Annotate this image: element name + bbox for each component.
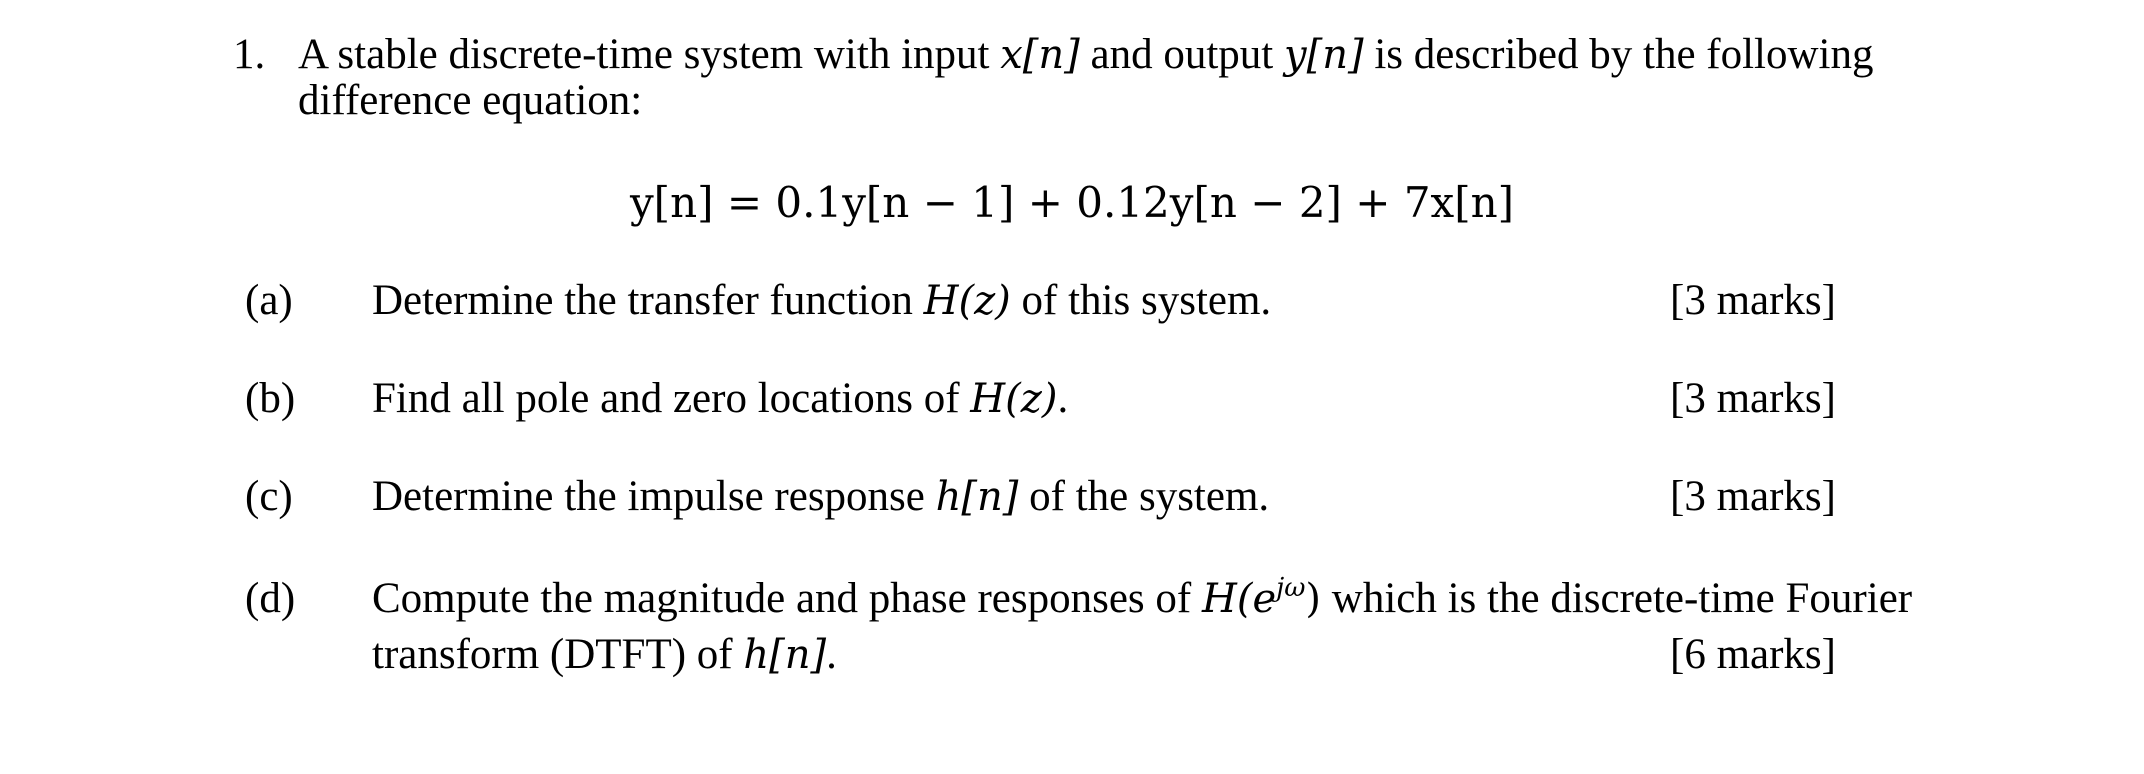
part-c-marks: [3 marks]: [1670, 473, 1836, 520]
part-a-label: (a): [245, 277, 293, 324]
part-d-marks: [6 marks]: [1670, 631, 1836, 678]
part-d-text-line-1: [372, 573, 1913, 622]
part-c-text-b: of the system.: [1018, 473, 1270, 520]
part-b-text-a: Find all pole and zero locations of: [372, 375, 971, 422]
intro-text-c: is described by the following: [1363, 31, 1874, 78]
difference-equation-text: y[n] = 0.1y[n − 1] + 0.12y[n − 2] + 7x[n]: [629, 178, 1515, 227]
difference-equation: [0, 176, 2144, 230]
part-d-label: (d): [245, 575, 296, 622]
dtft-symbol-base: H(e: [1201, 576, 1277, 622]
intro-text-a: A stable discrete-time system with input: [298, 31, 1001, 78]
part-d-line2-a: transform (DTFT) of: [372, 631, 744, 678]
part-d-text-b: which is the discrete-time Fourier: [1321, 575, 1913, 622]
part-a-text: [372, 278, 1271, 324]
question-intro-line-1: [298, 32, 1904, 78]
input-signal-symbol: x[n]: [1000, 32, 1080, 78]
intro-text-b: and output: [1079, 31, 1284, 78]
question-intro-line-2: difference equation:: [298, 77, 643, 124]
question-intro: [298, 32, 1904, 124]
part-d-text-a: Compute the magnitude and phase responses of: [372, 575, 1202, 622]
part-b-label: (b): [245, 375, 296, 422]
part-b-text: [372, 376, 1068, 422]
part-c-text: [372, 474, 1269, 520]
part-b-marks: [3 marks]: [1670, 375, 1836, 422]
part-d-line2-b: .: [826, 631, 837, 678]
impulse-response-symbol: h[n]: [935, 474, 1019, 520]
part-a-marks: [3 marks]: [1670, 277, 1836, 324]
intro-text-segment-a: [298, 32, 1874, 78]
part-c-text-a: Determine the impulse response: [372, 473, 936, 520]
impulse-response-symbol: h[n]: [743, 632, 827, 678]
part-d-text-line-2: [372, 632, 837, 678]
output-signal-symbol: y[n]: [1283, 32, 1364, 78]
part-a-text-a: Determine the transfer function: [372, 277, 924, 324]
dtft-symbol-close: ): [1305, 576, 1322, 622]
question-number: 1.: [233, 31, 266, 78]
part-c-label: (c): [245, 473, 293, 520]
dtft-symbol-exponent: jω: [1276, 573, 1306, 603]
part-a-text-b: of this system.: [1010, 277, 1272, 324]
part-b-text-b: .: [1057, 375, 1069, 422]
transfer-function-symbol: H(z): [970, 376, 1058, 422]
transfer-function-symbol: H(z): [923, 278, 1011, 324]
